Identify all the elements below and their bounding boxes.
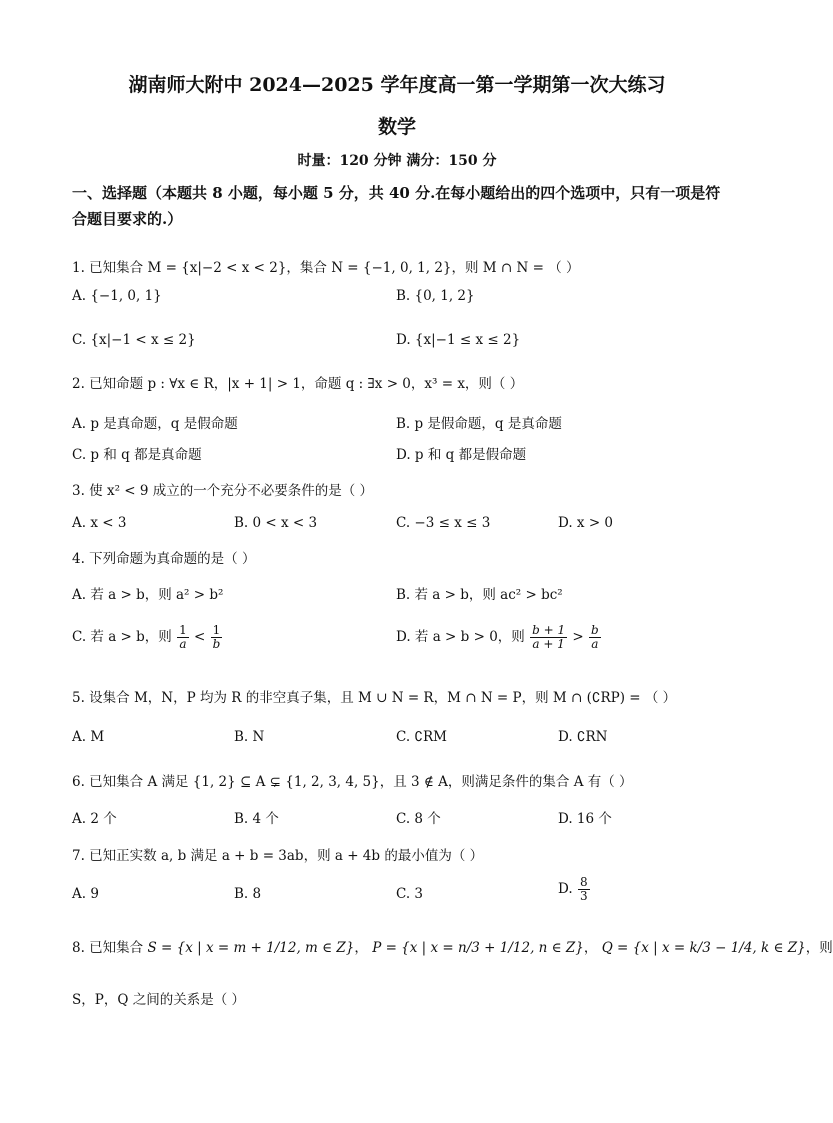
question-4-option-c [72,624,223,651]
question-6-option-b: B. 4 个 [234,811,279,827]
question-5-option-a: A. M [72,729,105,745]
question-4-option-d-text: D. 若 a > b > 0，则 [396,629,525,645]
question-8-stem: 8. 已知集合 S = {x | x = m + 1/12, m ∈ Z}， P = {x | x = n/3 + 1/12, n ∈ Z}， Q = {x | x = k/3 − 1/4, k ∈ Z}，则 [72,940,833,956]
question-7-option-d-label: D. [558,881,573,897]
comparison-operator: < [194,629,206,645]
fraction-numerator: b [591,623,599,637]
question-5-option-b: B. N [234,729,265,745]
question-2-option-a: A. p 是真命题，q 是假命题 [72,416,238,432]
question-7-option-c: C. 3 [396,886,424,902]
exam-meta: 时量：120 分钟 满分：150 分 [297,153,497,169]
question-1-option-c: C. {x|−1 < x ≤ 2} [72,332,196,348]
question-3-option-d: D. x > 0 [558,515,614,531]
question-8-stem-suffix: ，则 [805,940,833,956]
fraction-numerator: 1 [212,623,221,637]
fraction [578,876,590,903]
question-7-stem: 7. 已知正实数 a, b 满足 a + b = 3ab，则 a + 4b 的最小值为（ ） [72,848,484,864]
exam-title: 湖南师大附中 2024—2025 学年度高一第一学期第一次大练习 [128,74,666,96]
question-4-option-a: A. 若 a > b，则 a² > b² [72,587,224,603]
question-4-stem: 4. 下列命题为真命题的是（ ） [72,551,256,567]
question-1-option-d: D. {x|−1 ≤ x ≤ 2} [396,332,521,348]
question-4-option-c-text: C. 若 a > b，则 [72,629,172,645]
fraction [177,624,189,651]
fraction [530,624,567,651]
question-2-stem: 2. 已知命题 p : ∀x ∈ R，|x + 1| > 1，命题 q : ∃x > 0，x³ = x，则（ ） [72,376,524,392]
question-1-option-a: A. {−1, 0, 1} [72,288,162,304]
question-2-option-c: C. p 和 q 都是真命题 [72,447,202,463]
question-5-option-c: C. ∁RM [396,729,448,745]
fraction [589,624,601,651]
fraction-denominator: a [179,637,187,651]
set-p-definition: P = {x | x = n/3 + 1/12, n ∈ Z} [372,940,584,956]
question-4-option-d [396,624,602,651]
question-6-option-a: A. 2 个 [72,811,117,827]
fraction-denominator: 3 [579,889,588,903]
comparison-operator: > [572,629,584,645]
question-8-stem-prefix: 8. 已知集合 [72,940,144,956]
question-7-option-b: B. 8 [234,886,262,902]
question-2-option-b: B. p 是假命题，q 是真命题 [396,416,562,432]
fraction [211,624,223,651]
set-q-definition: Q = {x | x = k/3 − 1/4, k ∈ Z} [601,940,806,956]
fraction-denominator: a + 1 [532,637,565,651]
question-7-option-a: A. 9 [72,886,99,902]
set-s-definition: S = {x | x = m + 1/12, m ∈ Z} [147,940,355,956]
question-3-stem: 3. 使 x² < 9 成立的一个充分不必要条件的是（ ） [72,483,374,499]
question-7-option-d [558,876,591,903]
fraction-numerator: 1 [179,623,187,637]
question-1-stem: 1. 已知集合 M = {x|−2 < x < 2}，集合 N = {−1, 0, 1, 2}，则 M ∩ N = （ ） [72,260,580,276]
question-6-option-c: C. 8 个 [396,811,441,827]
question-3-option-c: C. −3 ≤ x ≤ 3 [396,515,491,531]
question-6-option-d: D. 16 个 [558,811,612,827]
question-2-option-d: D. p 和 q 都是假命题 [396,447,527,463]
fraction-numerator: 8 [579,875,588,889]
question-5-option-d: D. ∁RN [558,729,608,745]
fraction-denominator: a [591,637,599,651]
question-5-stem: 5. 设集合 M，N，P 均为 R 的非空真子集，且 M ∪ N = R，M ∩ N = P，则 M ∩ (∁RP) = （ ） [72,690,677,706]
question-8-stem-line2: S，P，Q 之间的关系是（ ） [72,992,245,1008]
section-heading: 一、选择题（本题共 8 小题，每小题 5 分，共 40 分.在每小题给出的四个选项中，只有一项是符合题目要求的.） [72,184,721,228]
fraction-numerator: b + 1 [532,623,566,637]
question-4-option-b: B. 若 a > b，则 ac² > bc² [396,587,563,603]
exam-subject: 数学 [377,116,416,138]
fraction-denominator: b [212,637,221,651]
question-6-stem: 6. 已知集合 A 满足 {1, 2} ⊆ A ⊊ {1, 2, 3, 4, 5}，且 3 ∉ A，则满足条件的集合 A 有（ ） [72,774,633,790]
question-3-option-b: B. 0 < x < 3 [234,515,318,531]
question-3-option-a: A. x < 3 [72,515,127,531]
question-1-option-b: B. {0, 1, 2} [396,288,475,304]
